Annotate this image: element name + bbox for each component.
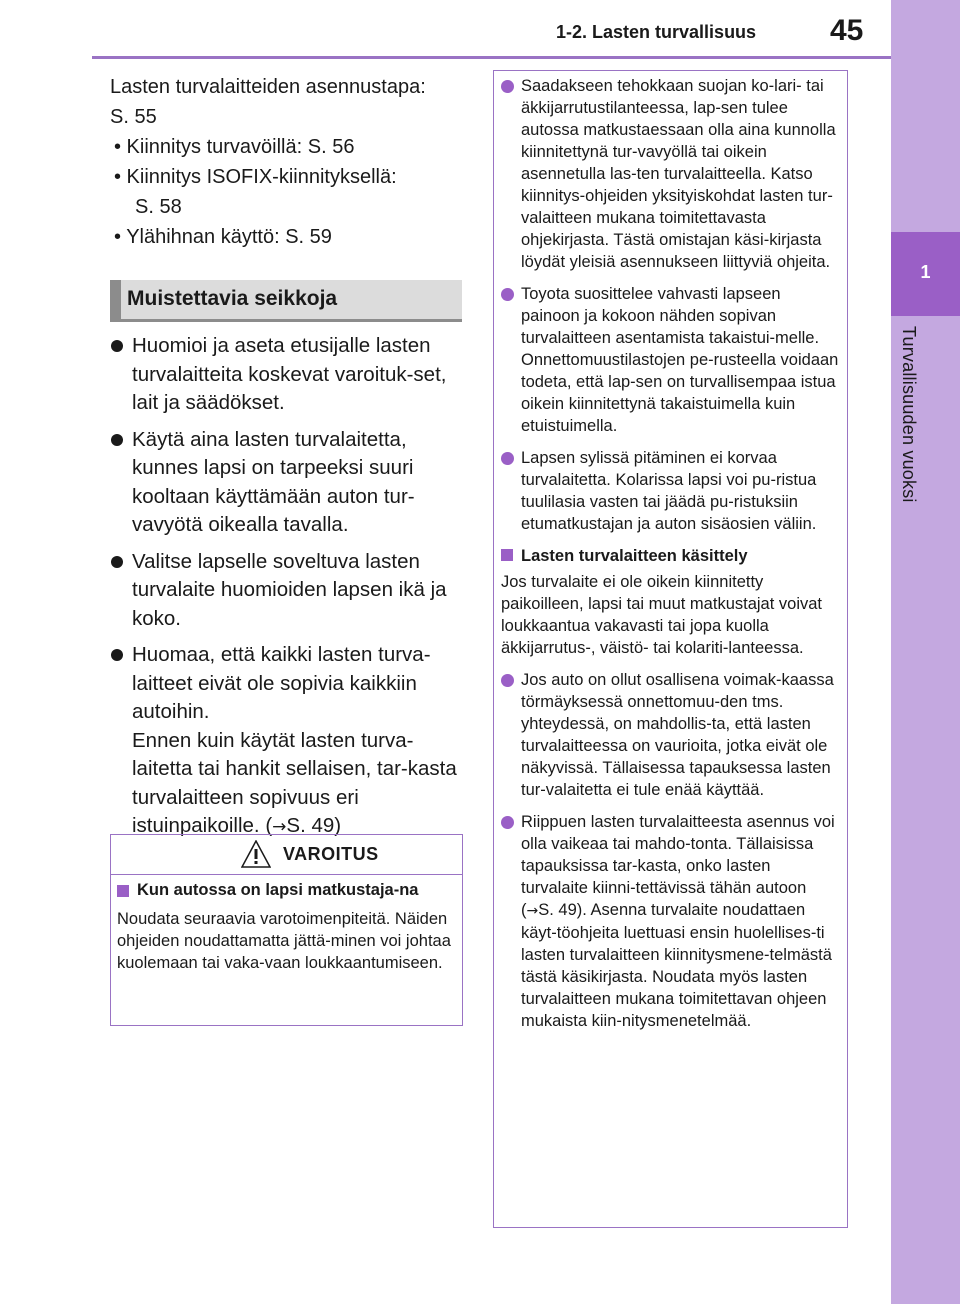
intro-sub-item: • Ylähihnan käyttö: S. 59 bbox=[114, 226, 332, 248]
header-rule bbox=[92, 56, 891, 59]
square-bullet-icon bbox=[501, 549, 513, 561]
info-item: Toyota suosittelee vahvasti lapseen painoon ja kokoon nähden sopivan turvalaitteen asentamista takaistui-melle. Onnettomuustilastojen pe-rusteella voidaan todeta, että lap-sen on turvallisempaa istua oikein kiinnitettynä takaistuimella kuin etuistuimella. bbox=[501, 283, 841, 437]
warning-triangle-icon bbox=[241, 840, 271, 868]
chapter-title: Turvallisuuden vuoksi bbox=[899, 326, 919, 503]
warning-box bbox=[110, 834, 463, 1026]
info-paragraph: Jos turvalaite ei ole oikein kiinnitetty paikoilleen, lapsi tai muut matkustajat voivat loukkaantua vakavasti tai jopa kuolla äkkijarrutus-, väistö- tai kolariti-lanteessa. bbox=[501, 573, 822, 657]
info-item: Saadakseen tehokkaan suojan ko-lari- tai äkkijarrutustilanteessa, lap-sen tulee autossa matkustaessaan olla aina kunnolla kiinnitettynä tur-vavyöllä tai oikein asennetulla las-ten turvalaitteella. Katso kiinnitys-ohjeiden yksityiskohdat lasten tur-valaitteen mukana toimitettavasta ohjekirjasta. Tästä omistajan käsi-kirjasta löydät yleisiä asennukseen liittyviä ohjeita. bbox=[501, 75, 841, 273]
chapter-number: 1 bbox=[920, 262, 931, 282]
bullet-list bbox=[110, 332, 466, 850]
warning-title: VAROITUS bbox=[283, 844, 379, 864]
bullet-item: Käytä aina lasten turvalaitetta, kunnes lapsi on tarpeeksi suuri kooltaan käyttämään auton tur-vavyötä oikealla tavalla. bbox=[110, 426, 466, 540]
bullet-paragraph: Ennen kuin käytät lasten turva-laitetta tai hankit sellaisen, tar-kasta turvalaitteen sopivuus eri istuinpaikoille. (→S. 49) bbox=[132, 728, 457, 837]
section-title: 1-2. Lasten turvallisuus bbox=[556, 22, 757, 42]
warning-subheading: Kun autossa on lapsi matkustaja-na bbox=[117, 881, 456, 900]
info-subheading: Lasten turvalaitteen käsittely bbox=[501, 545, 841, 567]
bullet-dot-icon bbox=[111, 649, 123, 661]
bullet-dot-icon bbox=[111, 434, 123, 446]
intro-sub-item: • Kiinnitys turvavöillä: S. 56 bbox=[114, 136, 355, 158]
page-number: 45 bbox=[830, 14, 864, 47]
intro-sub-item-cont: S. 58 bbox=[135, 196, 182, 218]
bullet-item: Huomaa, että kaikki lasten turva-laitteet eivät ole sopivia kaikkiin autoihin. Ennen kuin käytät lasten turva-laitetta tai hankit sellaisen, tar-kasta turvalaitteen sopivuus eri istuinpaikoille. (→S. 49) bbox=[110, 641, 466, 842]
bullet-dot-icon bbox=[501, 674, 514, 687]
bullet-dot-icon bbox=[501, 816, 514, 829]
bullet-dot-icon bbox=[501, 288, 514, 301]
warning-header bbox=[111, 835, 462, 875]
square-bullet-icon bbox=[117, 885, 129, 897]
intro-sub-item: • Kiinnitys ISOFIX-kiinnityksellä: bbox=[114, 166, 397, 188]
chapter-title-wrap bbox=[898, 326, 928, 536]
warning-text: Noudata seuraavia varotoimenpiteitä. Näiden ohjeiden noudattamatta jättä-minen voi johtaa kuolemaan tai vaka-vaan loukkaantumiseen. bbox=[117, 910, 451, 972]
chapter-tab-strip bbox=[891, 0, 960, 1304]
bullet-dot-icon bbox=[111, 556, 123, 568]
arrow-right-icon: → bbox=[272, 817, 287, 837]
bullet-item: Huomioi ja aseta etusijalle lasten turvalaitteita koskevat varoituk-set, lait ja säädökset. bbox=[110, 332, 466, 418]
bullet-item: Valitse lapselle soveltuva lasten turvalaite huomioiden lapsen ikä ja koko. bbox=[110, 548, 466, 634]
intro-block bbox=[110, 72, 470, 252]
intro-line: Lasten turvalaitteiden asennustapa: bbox=[110, 76, 426, 98]
arrow-right-icon: → bbox=[526, 903, 539, 919]
info-item: Jos auto on ollut osallisena voimak-kaassa törmäyksessä onnettomuu-den tms. yhteydessä, on mahdollis-ta, että lasten turvalaitteessa on vaurioita, jotka eivät ole näkyvissä. Tällaisessa tapauksessa lasten tur-valaitetta ei tule enää käyttää. bbox=[501, 669, 841, 801]
info-item: Lapsen sylissä pitäminen ei korvaa turvalaitetta. Kolarissa lapsi voi pu-ristua tuulilasia vasten tai jäädä pu-ristuksiin etumatkustajan ja auton sisäosien väliin. bbox=[501, 447, 841, 535]
section-heading: Muistettavia seikkoja bbox=[110, 280, 462, 322]
page-reference[interactable]: S. 49) bbox=[286, 814, 342, 837]
info-item: Riippuen lasten turvalaitteesta asennus voi olla vaikeaa tai mahdo-tonta. Tällaisissa tapauksissa tar-kasta, onko lasten turvalaite kiinni-tettävissä tähän autoon (→S. 49). Asenna turvalaite noudattaen käyt-töohjeita luettuasi ensin huolellises-ti lasten turvalaitteen kiinnitysmene-telmästä tästä käsikirjasta. Noudata myös lasten turvalaitteen mukana toimitettavan ohjeen mukaista kiin-nitysmenetelmää. bbox=[501, 811, 841, 1032]
bullet-dot-icon bbox=[501, 80, 514, 93]
page-reference[interactable]: S. 49). Asenna turvalaite noudattaen käyt-töohjeita luettuasi ensin huolellises-ti lasten turvalaitteen kiinnitysmene-telmästä tästä käsikirjasta. Noudata myös lasten turvalaitteen mukana toimitettavan ohjeen mukaista kiin-nitysmenetelmää. bbox=[521, 901, 832, 1030]
bullet-dot-icon bbox=[111, 340, 123, 352]
info-box bbox=[493, 70, 848, 1228]
warning-body bbox=[111, 875, 462, 974]
intro-line: S. 55 bbox=[110, 106, 157, 128]
bullet-dot-icon bbox=[501, 452, 514, 465]
